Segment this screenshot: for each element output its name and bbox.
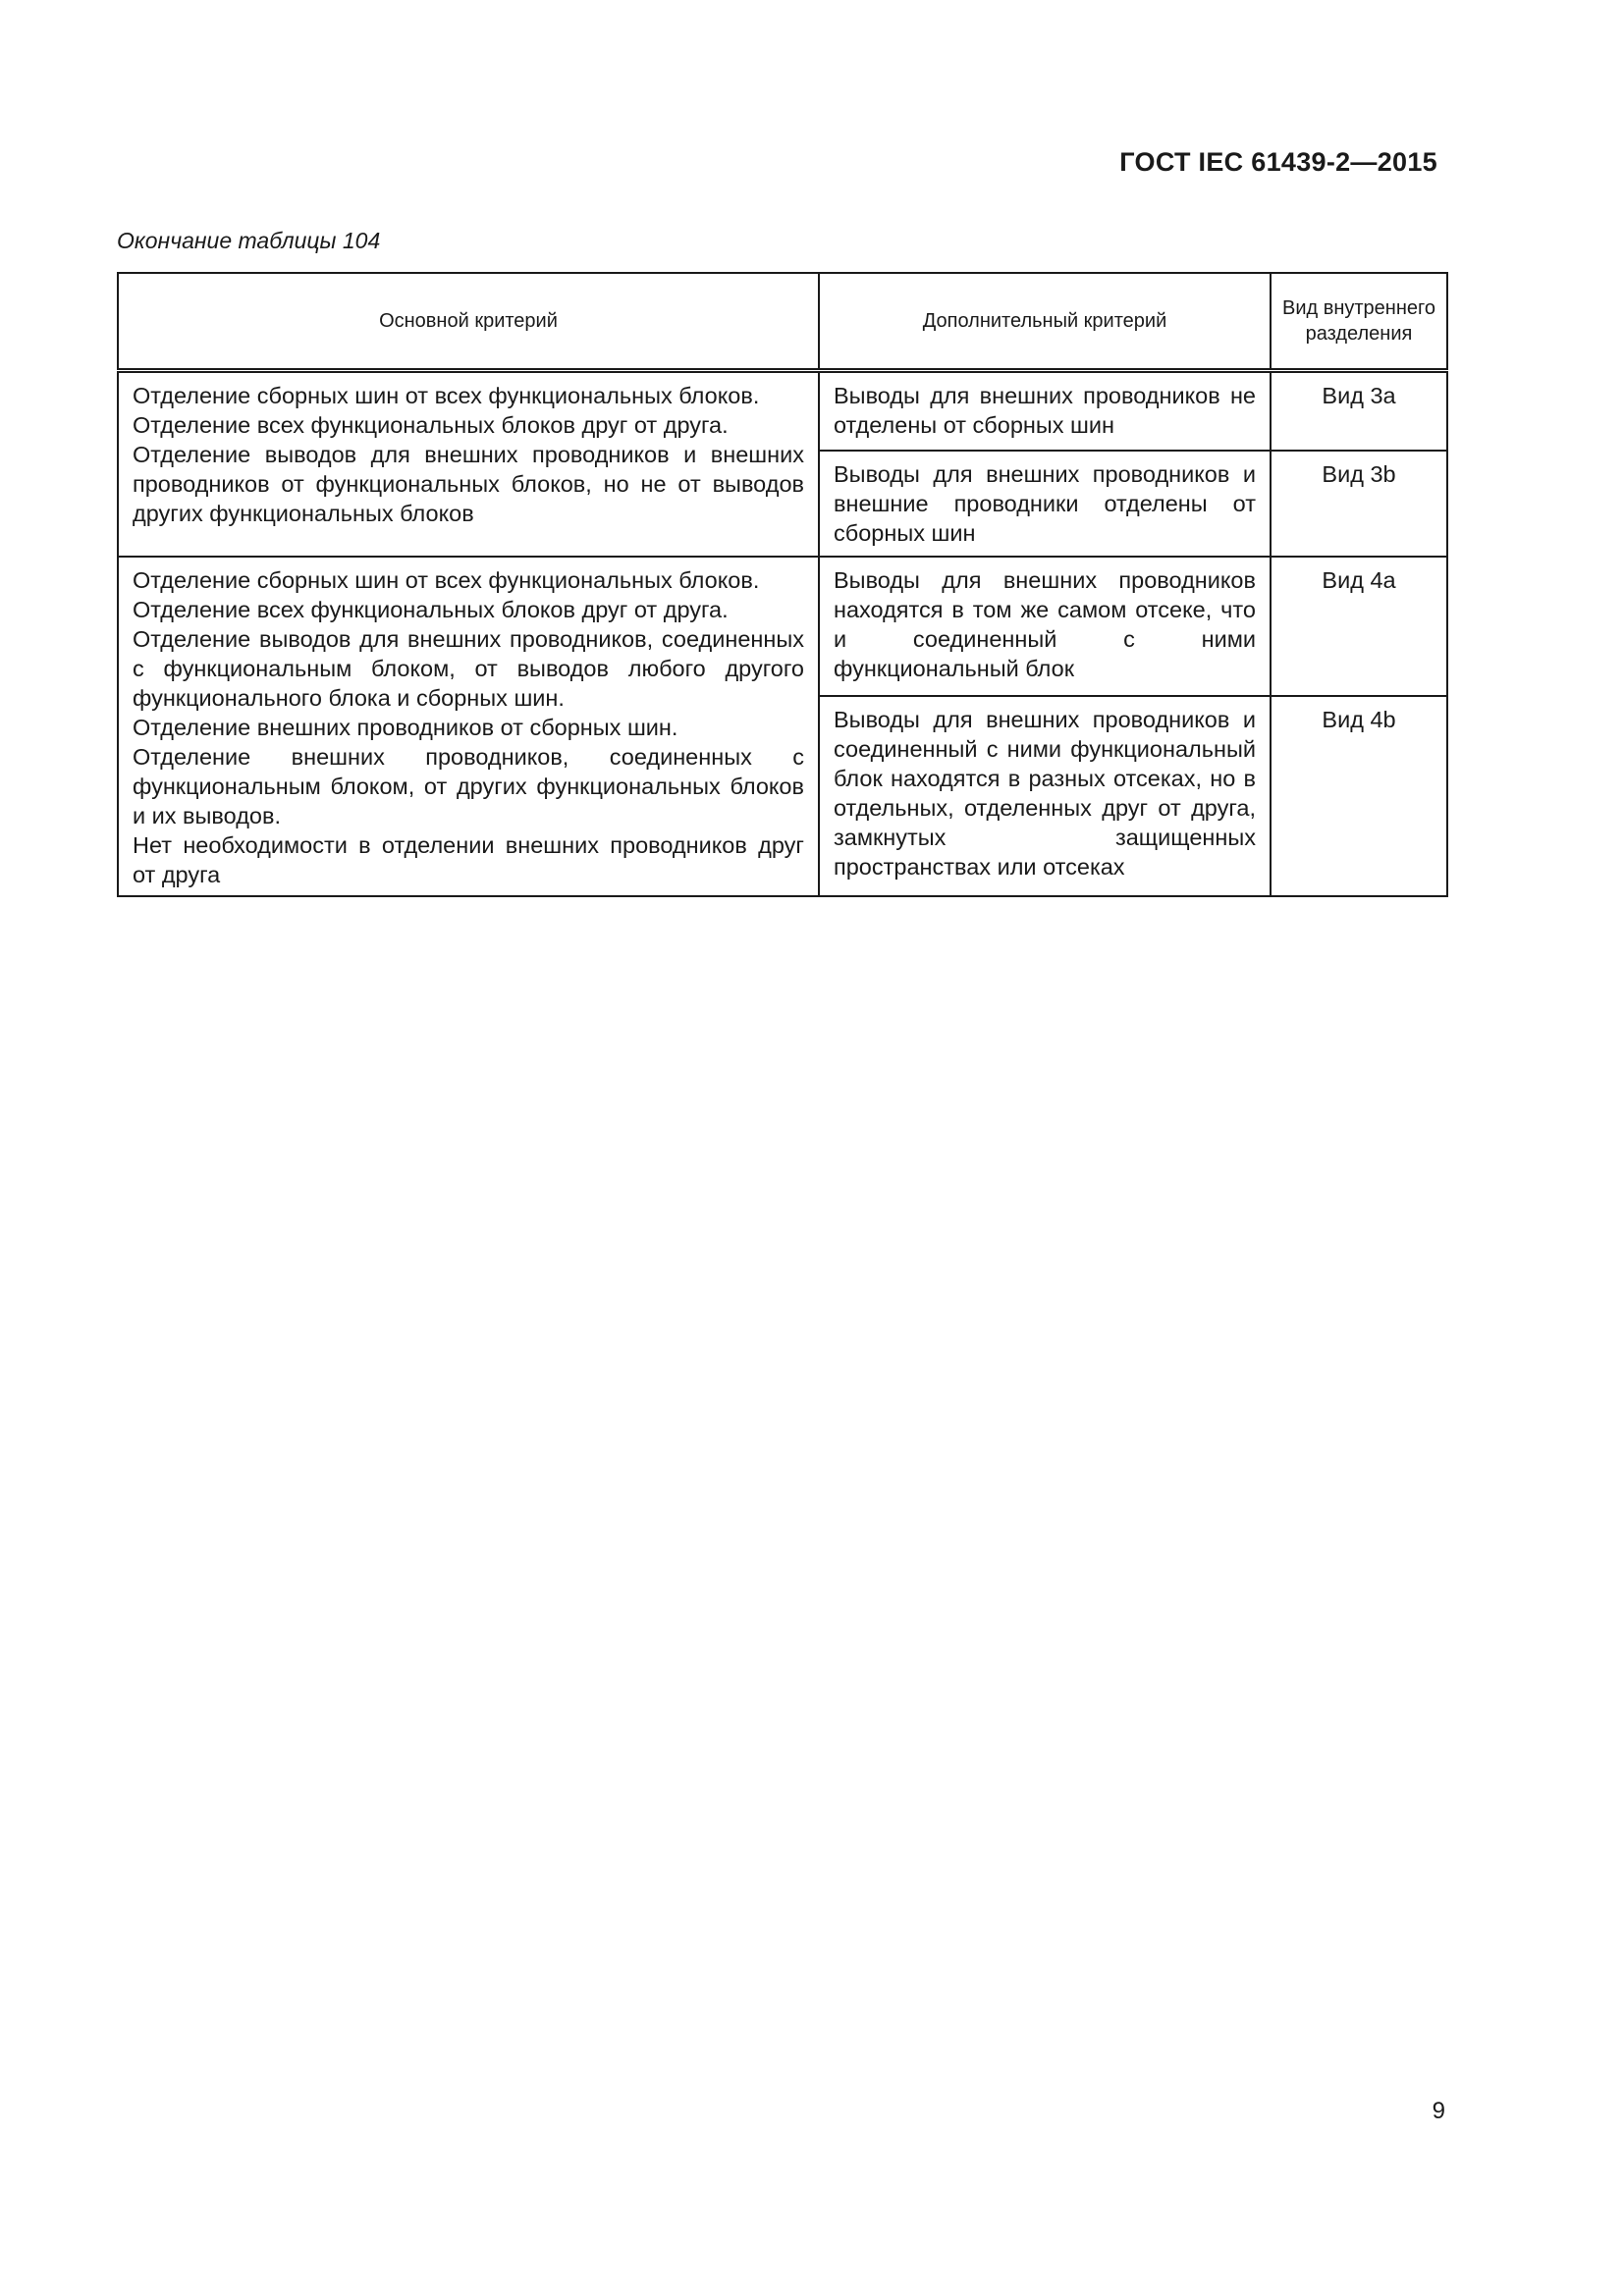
main-criterion-text: Отделение внешних проводников от сборных шин. (133, 715, 678, 740)
main-criterion-text: Отделение сборных шин от всех функциональных блоков. (133, 567, 760, 593)
separation-kind-cell: Вид 3a (1271, 371, 1447, 452)
main-criterion-text: Отделение сборных шин от всех функциональных блоков. (133, 383, 760, 408)
additional-criterion-cell: Выводы для внешних проводников и соединенный с ними функциональный блок находятся в разных отсеках, но в отдельных, отделенных друг от друга, замкнутых защищенных пространствах или отсеках (819, 696, 1271, 896)
table-caption: Окончание таблицы 104 (117, 228, 381, 253)
main-criterion-cell (118, 371, 819, 558)
separation-table (117, 272, 1448, 897)
main-criterion-text: Отделение выводов для внешних проводников и внешних проводников от функциональных блоков, но не от выводов других функциональных блоков (133, 442, 804, 526)
main-criterion-text: Отделение всех функциональных блоков друг от друга. (133, 412, 729, 438)
separation-kind-cell: Вид 4a (1271, 557, 1447, 696)
additional-criterion-cell: Выводы для внешних проводников и внешние проводники отделены от сборных шин (819, 451, 1271, 557)
header-separation-kind: Вид внутреннего разделения (1271, 273, 1447, 371)
main-criterion-text: Отделение выводов для внешних проводников, соединенных с функциональным блоком, от выводов любого другого функционального блока и сборных шин. (133, 626, 804, 711)
main-criterion-text: Отделение всех функциональных блоков друг от друга. (133, 597, 729, 622)
additional-criterion-cell: Выводы для внешних проводников находятся в том же самом отсеке, что и соединенный с ними функциональный блок (819, 557, 1271, 696)
additional-criterion-cell: Выводы для внешних проводников не отделены от сборных шин (819, 371, 1271, 452)
separation-kind-cell: Вид 4b (1271, 696, 1447, 896)
main-criterion-cell (118, 557, 819, 896)
main-criterion-text: Нет необходимости в отделении внешних проводников друг от друга (133, 832, 804, 887)
header-main-criterion: Основной критерий (118, 273, 819, 371)
table-row (118, 557, 1447, 696)
table-header-row (118, 273, 1447, 371)
separation-kind-cell: Вид 3b (1271, 451, 1447, 557)
document-code: ГОСТ IEC 61439-2—2015 (1119, 147, 1437, 177)
page-number: 9 (1432, 2098, 1445, 2124)
main-criterion-text: Отделение внешних проводников, соединенных с функциональным блоком, от других функциональных блоков и их выводов. (133, 744, 804, 828)
header-additional-criterion: Дополнительный критерий (819, 273, 1271, 371)
table-row (118, 371, 1447, 452)
